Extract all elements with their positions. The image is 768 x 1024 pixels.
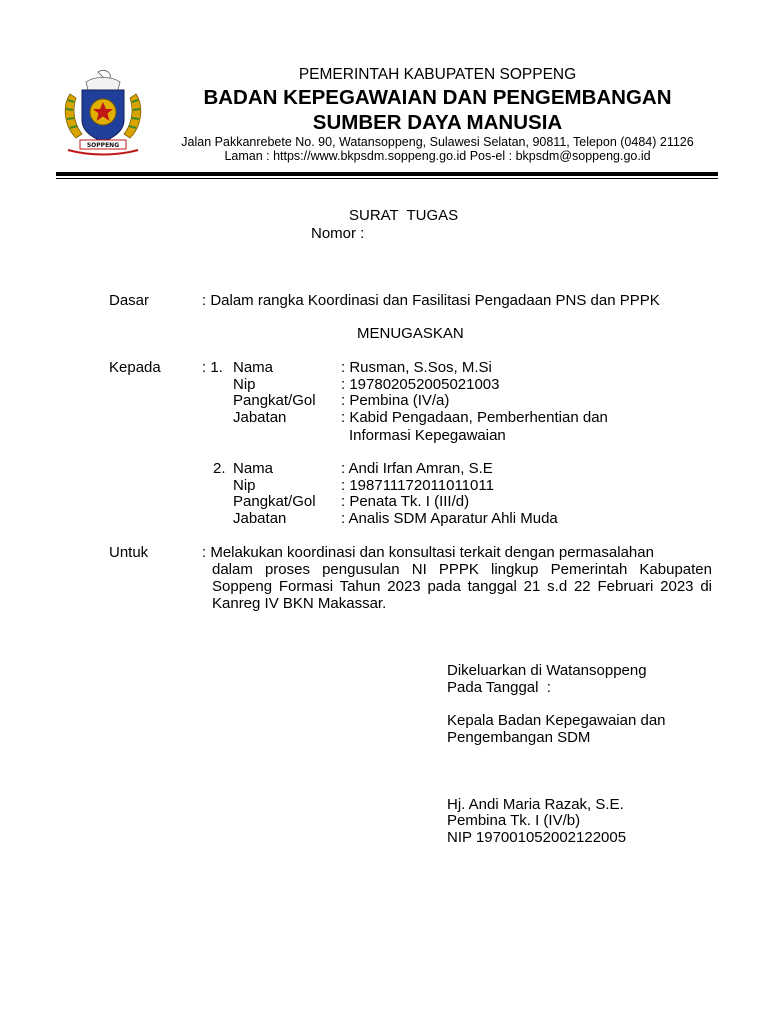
field-label: Pangkat/Gol: [233, 493, 316, 510]
person-nip: : 197802052005021003: [341, 376, 500, 393]
document-title: SURAT TUGAS: [349, 207, 459, 224]
letterhead-divider-thick: [56, 172, 718, 176]
person-number: 2.: [213, 460, 226, 477]
field-label: Jabatan: [233, 409, 287, 426]
field-label: Jabatan: [233, 510, 287, 527]
untuk-first-line: : Melakukan koordinasi dan konsultasi terkait dengan permasalahan: [202, 544, 654, 561]
agency-contact: Laman : https://www.bkpsdm.soppeng.go.id Pos-el : bkpsdm@soppeng.go.id: [224, 149, 651, 163]
person-position: : Kabid Pengadaan, Pemberhentian dan: [341, 409, 608, 426]
kepada-label: Kepada: [109, 359, 161, 376]
field-label: Nip: [233, 376, 256, 393]
untuk-text: dalam proses pengusulan NI PPPK lingkup Pemerintah Kabupaten Soppeng Formasi Tahun 2023 pada tanggal 21 s.d 22 Februari 2023 di Kanreg IV BKN Makassar.: [212, 561, 712, 612]
signatory-nip: NIP 197001052002122005: [447, 829, 627, 846]
signatory-position-line1: Kepala Badan Kepegawaian dan: [447, 712, 666, 729]
dasar-label: Dasar: [109, 292, 150, 309]
field-label: Nip: [233, 477, 256, 494]
agency-name-line2: SUMBER DAYA MANUSIA: [312, 111, 563, 134]
issued-place: Dikeluarkan di Watansoppeng: [447, 662, 647, 679]
signatory-name: Hj. Andi Maria Razak, S.E.: [447, 796, 624, 813]
agency-name-line1: BADAN KEPEGAWAIAN DAN PENGEMBANGAN: [203, 86, 672, 109]
field-label: Pangkat/Gol: [233, 392, 316, 409]
document-number: Nomor :: [311, 225, 365, 242]
person-name: : Rusman, S.Sos, M.Si: [341, 359, 492, 376]
soppeng-emblem-icon: [60, 66, 146, 156]
dasar-text: : Dalam rangka Koordinasi dan Fasilitasi Pengadaan PNS dan PPPK: [202, 292, 660, 309]
issued-date: Pada Tanggal :: [447, 679, 551, 696]
person-position: : Analis SDM Aparatur Ahli Muda: [341, 510, 558, 527]
agency-address: Jalan Pakkanrebete No. 90, Watansoppeng, Sulawesi Selatan, 90811, Telepon (0484) 21126: [181, 135, 694, 149]
field-label: Nama: [233, 460, 274, 477]
regency-logo: [60, 66, 146, 156]
person-name: : Andi Irfan Amran, S.E: [341, 460, 493, 477]
person-nip: : 198711172011011011: [341, 477, 494, 494]
person-position-cont: Informasi Kepegawaian: [349, 427, 506, 444]
person-rank: : Pembina (IV/a): [341, 392, 450, 409]
person-rank: : Penata Tk. I (III/d): [341, 493, 470, 510]
menugaskan-heading: MENUGASKAN: [357, 325, 464, 342]
signatory-rank: Pembina Tk. I (IV/b): [447, 812, 581, 829]
untuk-label: Untuk: [109, 544, 149, 561]
letterhead-divider-thin: [56, 178, 718, 179]
government-name: PEMERINTAH KABUPATEN SOPPENG: [298, 66, 577, 83]
svg-text:SOPPENG: SOPPENG: [86, 142, 120, 149]
field-label: Nama: [233, 359, 274, 376]
signatory-position-line2: Pengembangan SDM: [447, 729, 591, 746]
person-number: : 1.: [202, 359, 223, 376]
